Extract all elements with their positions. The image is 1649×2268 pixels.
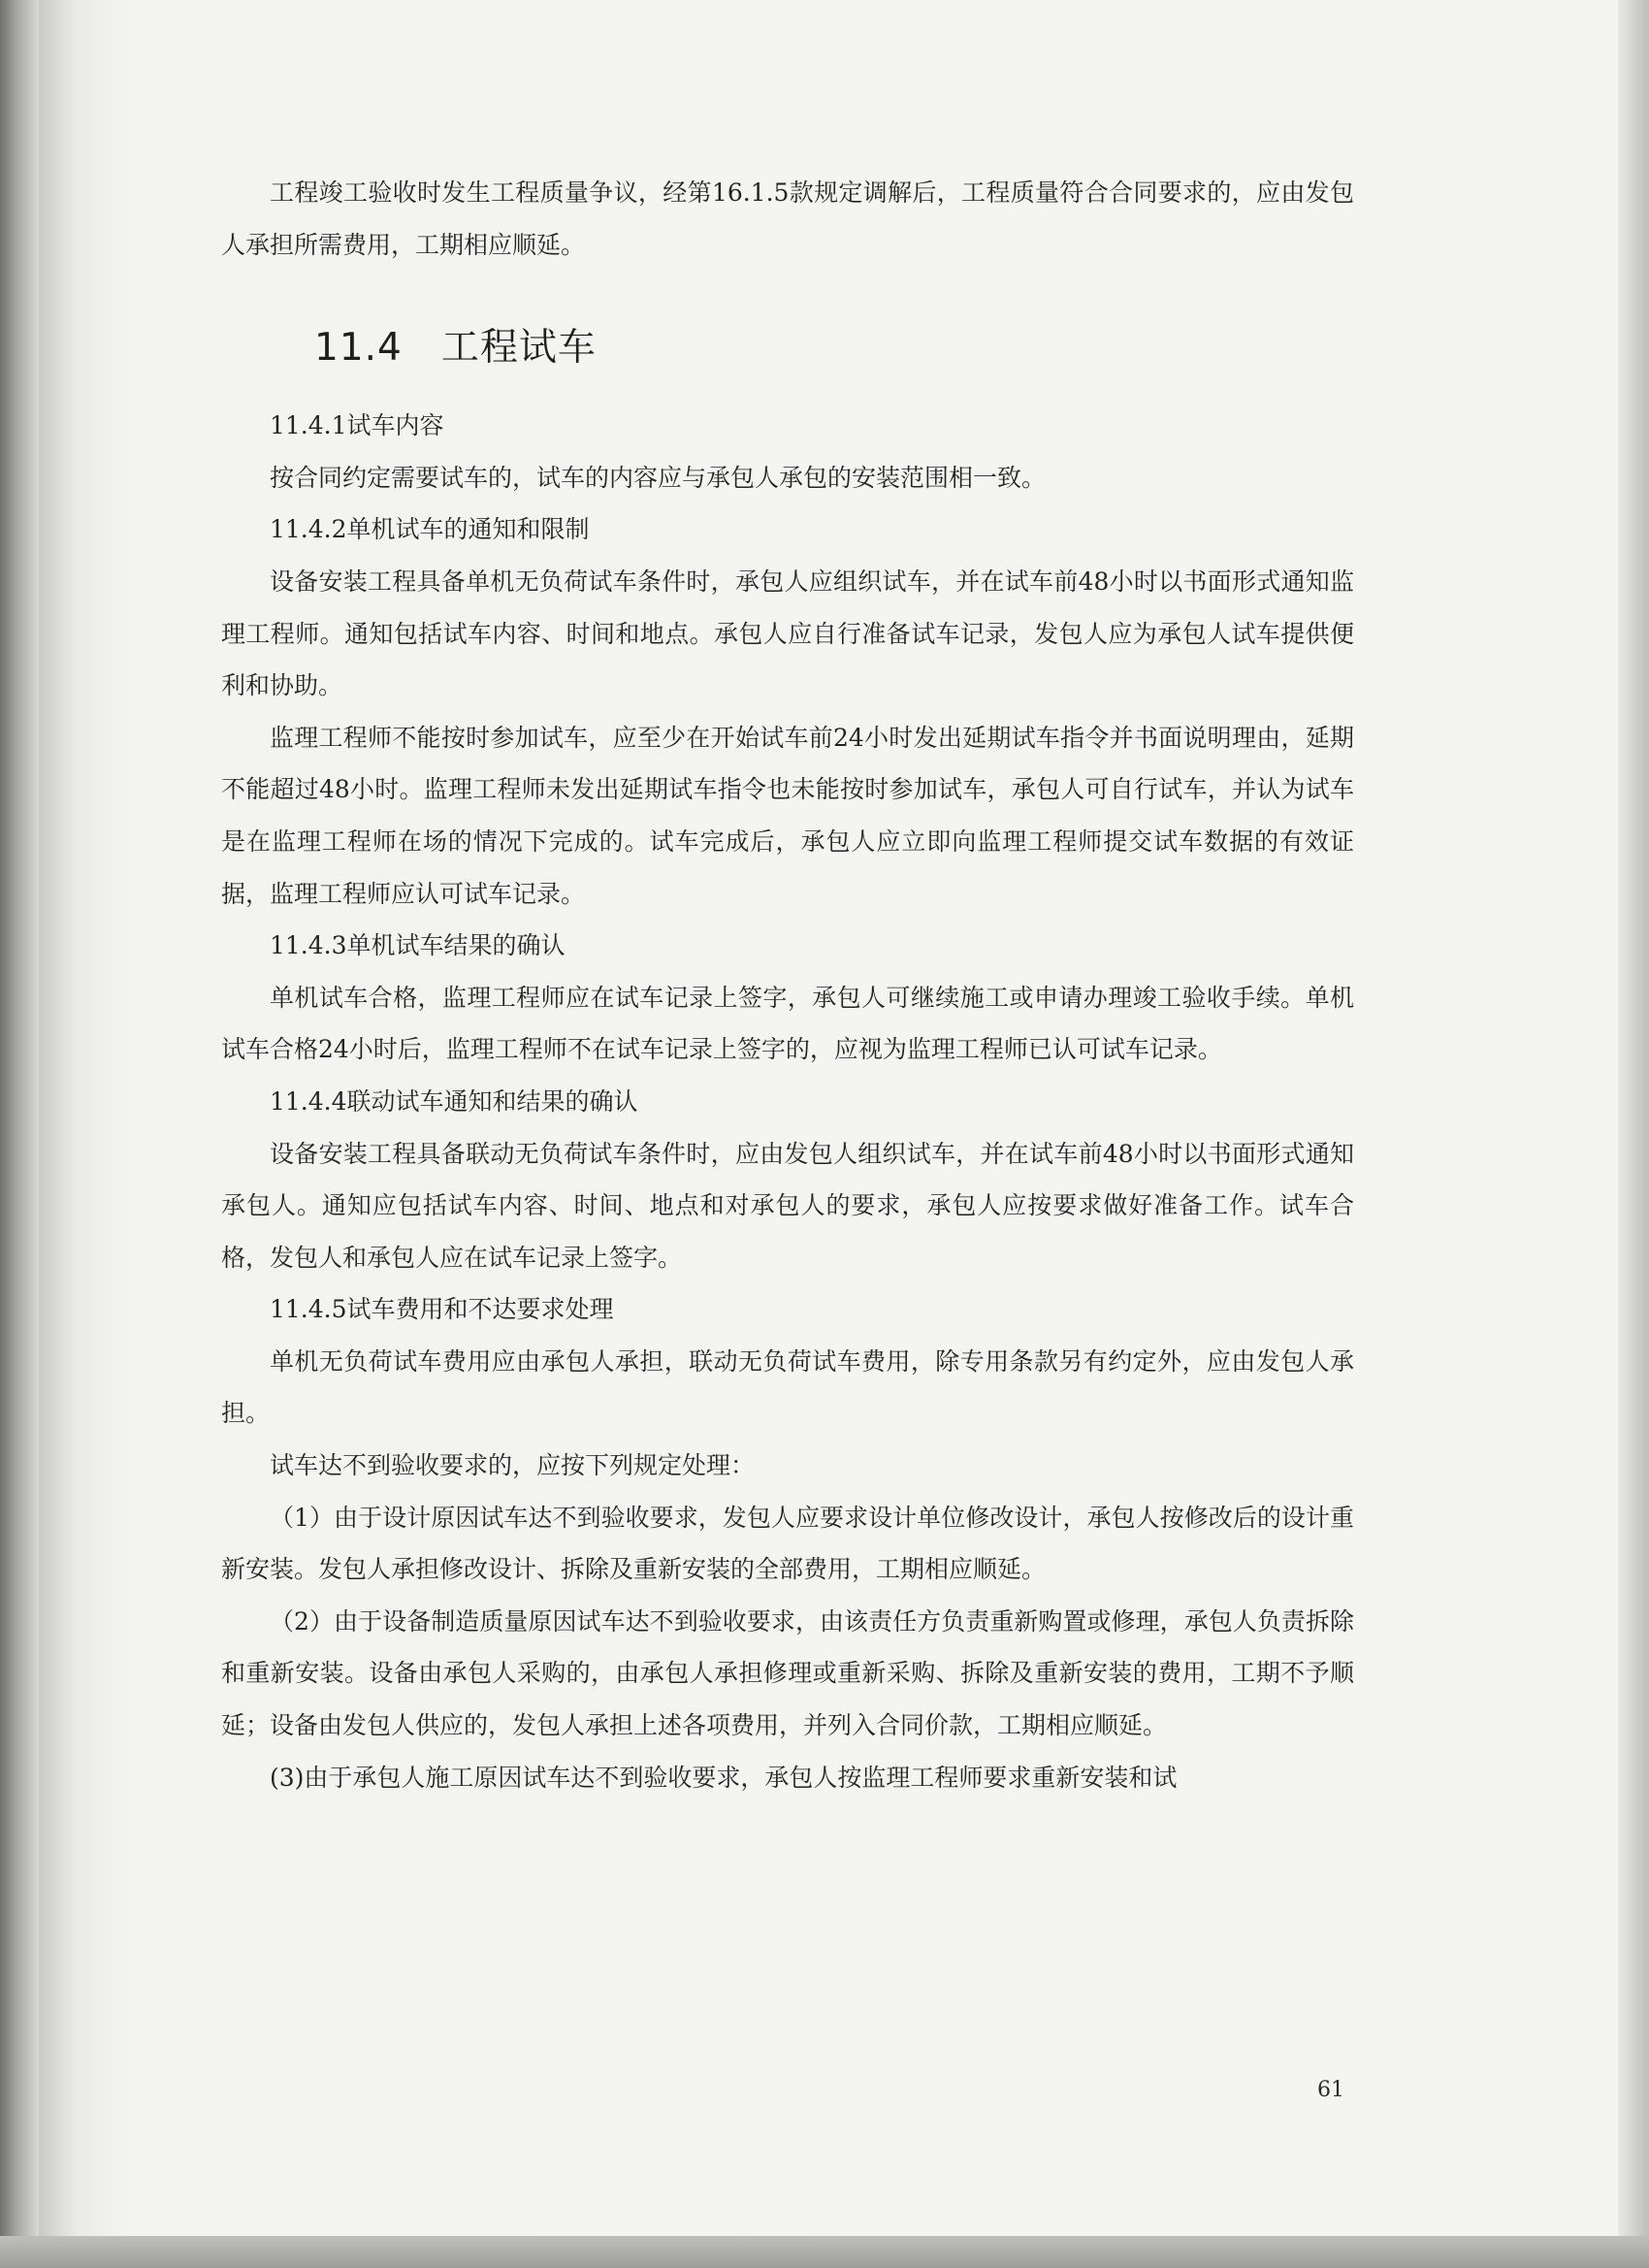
clause-paragraph: 按合同约定需要试车的，试车的内容应与承包人承包的安装范围相一致。 [270, 463, 1047, 492]
page-number: 61 [1317, 2078, 1344, 2102]
list-item: （2）由于设备制造质量原因试车达不到验收要求，由该责任方负责重新购置或修理，承包人负责拆除和重新安装。设备由承包人采购的，由承包人承担修理或重新采购、拆除及重新安装的费用，工期不予顺延；设备由发包人供应的，发包人承担上述各项费用，并列入合同价款，工期相应顺延。 [221, 1606, 1354, 1740]
clause-heading: 11.4.2单机试车的通知和限制 [270, 515, 590, 544]
section-title: 11.4 工程试车 [314, 326, 597, 371]
intro-paragraph: 工程竣工验收时发生工程质量争议，经第16.1.5款规定调解后，工程质量符合合同要求的，应由发包人承担所需费用，工期相应顺延。 [221, 178, 1354, 259]
clause-paragraph: 设备安装工程具备联动无负荷试车条件时，应由发包人组织试车，并在试车前48小时以书面形式通知承包人。通知应包括试车内容、时间、地点和对承包人的要求，承包人应按要求做好准备工作。试车合格，发包人和承包人应在试车记录上签字。 [221, 1139, 1354, 1272]
clause-paragraph: 监理工程师不能按时参加试车，应至少在开始试车前24小时发出延期试车指令并书面说明理由，延期不能超过48小时。监理工程师未发出延期试车指令也未能按时参加试车，承包人可自行试车，并认为试车是在监理工程师在场的情况下完成的。试车完成后，承包人应立即向监理工程师提交试车数据的有效证据，监理工程师应认可试车记录。 [221, 723, 1354, 908]
clause-paragraph: 单机试车合格，监理工程师应在试车记录上签字，承包人可继续施工或申请办理竣工验收手续。单机试车合格24小时后，监理工程师不在试车记录上签字的，应视为监理工程师已认可试车记录。 [221, 983, 1354, 1064]
page-edge [1618, 0, 1649, 2236]
clause-heading: 11.4.3单机试车结果的确认 [270, 931, 566, 960]
list-item: (3)由于承包人施工原因试车达不到验收要求，承包人按监理工程师要求重新安装和试 [270, 1763, 1178, 1792]
clause-paragraph: 设备安装工程具备单机无负荷试车条件时，承包人应组织试车，并在试车前48小时以书面形式通知监理工程师。通知包括试车内容、时间和地点。承包人应自行准备试车记录，发包人应为承包人试车提供便利和协助。 [221, 567, 1354, 700]
book-spine-shadow [0, 0, 39, 2268]
page-content [221, 167, 1354, 1803]
list-item: （1）由于设计原因试车达不到验收要求，发包人应要求设计单位修改设计，承包人按修改后的设计重新安装。发包人承担修改设计、拆除及重新安装的全部费用，工期相应顺延。 [221, 1503, 1354, 1584]
clause-heading: 11.4.4联动试车通知和结果的确认 [270, 1086, 638, 1116]
clause-paragraph: 单机无负荷试车费用应由承包人承担，联动无负荷试车费用，除专用条款另有约定外，应由发包人承担。 [221, 1346, 1354, 1428]
clause-heading: 11.4.5试车费用和不达要求处理 [270, 1295, 614, 1324]
clause-heading: 11.4.1试车内容 [270, 411, 444, 440]
clause-paragraph: 试车达不到验收要求的，应按下列规定处理： [270, 1451, 756, 1480]
page-bottom-edge [0, 2236, 1649, 2268]
